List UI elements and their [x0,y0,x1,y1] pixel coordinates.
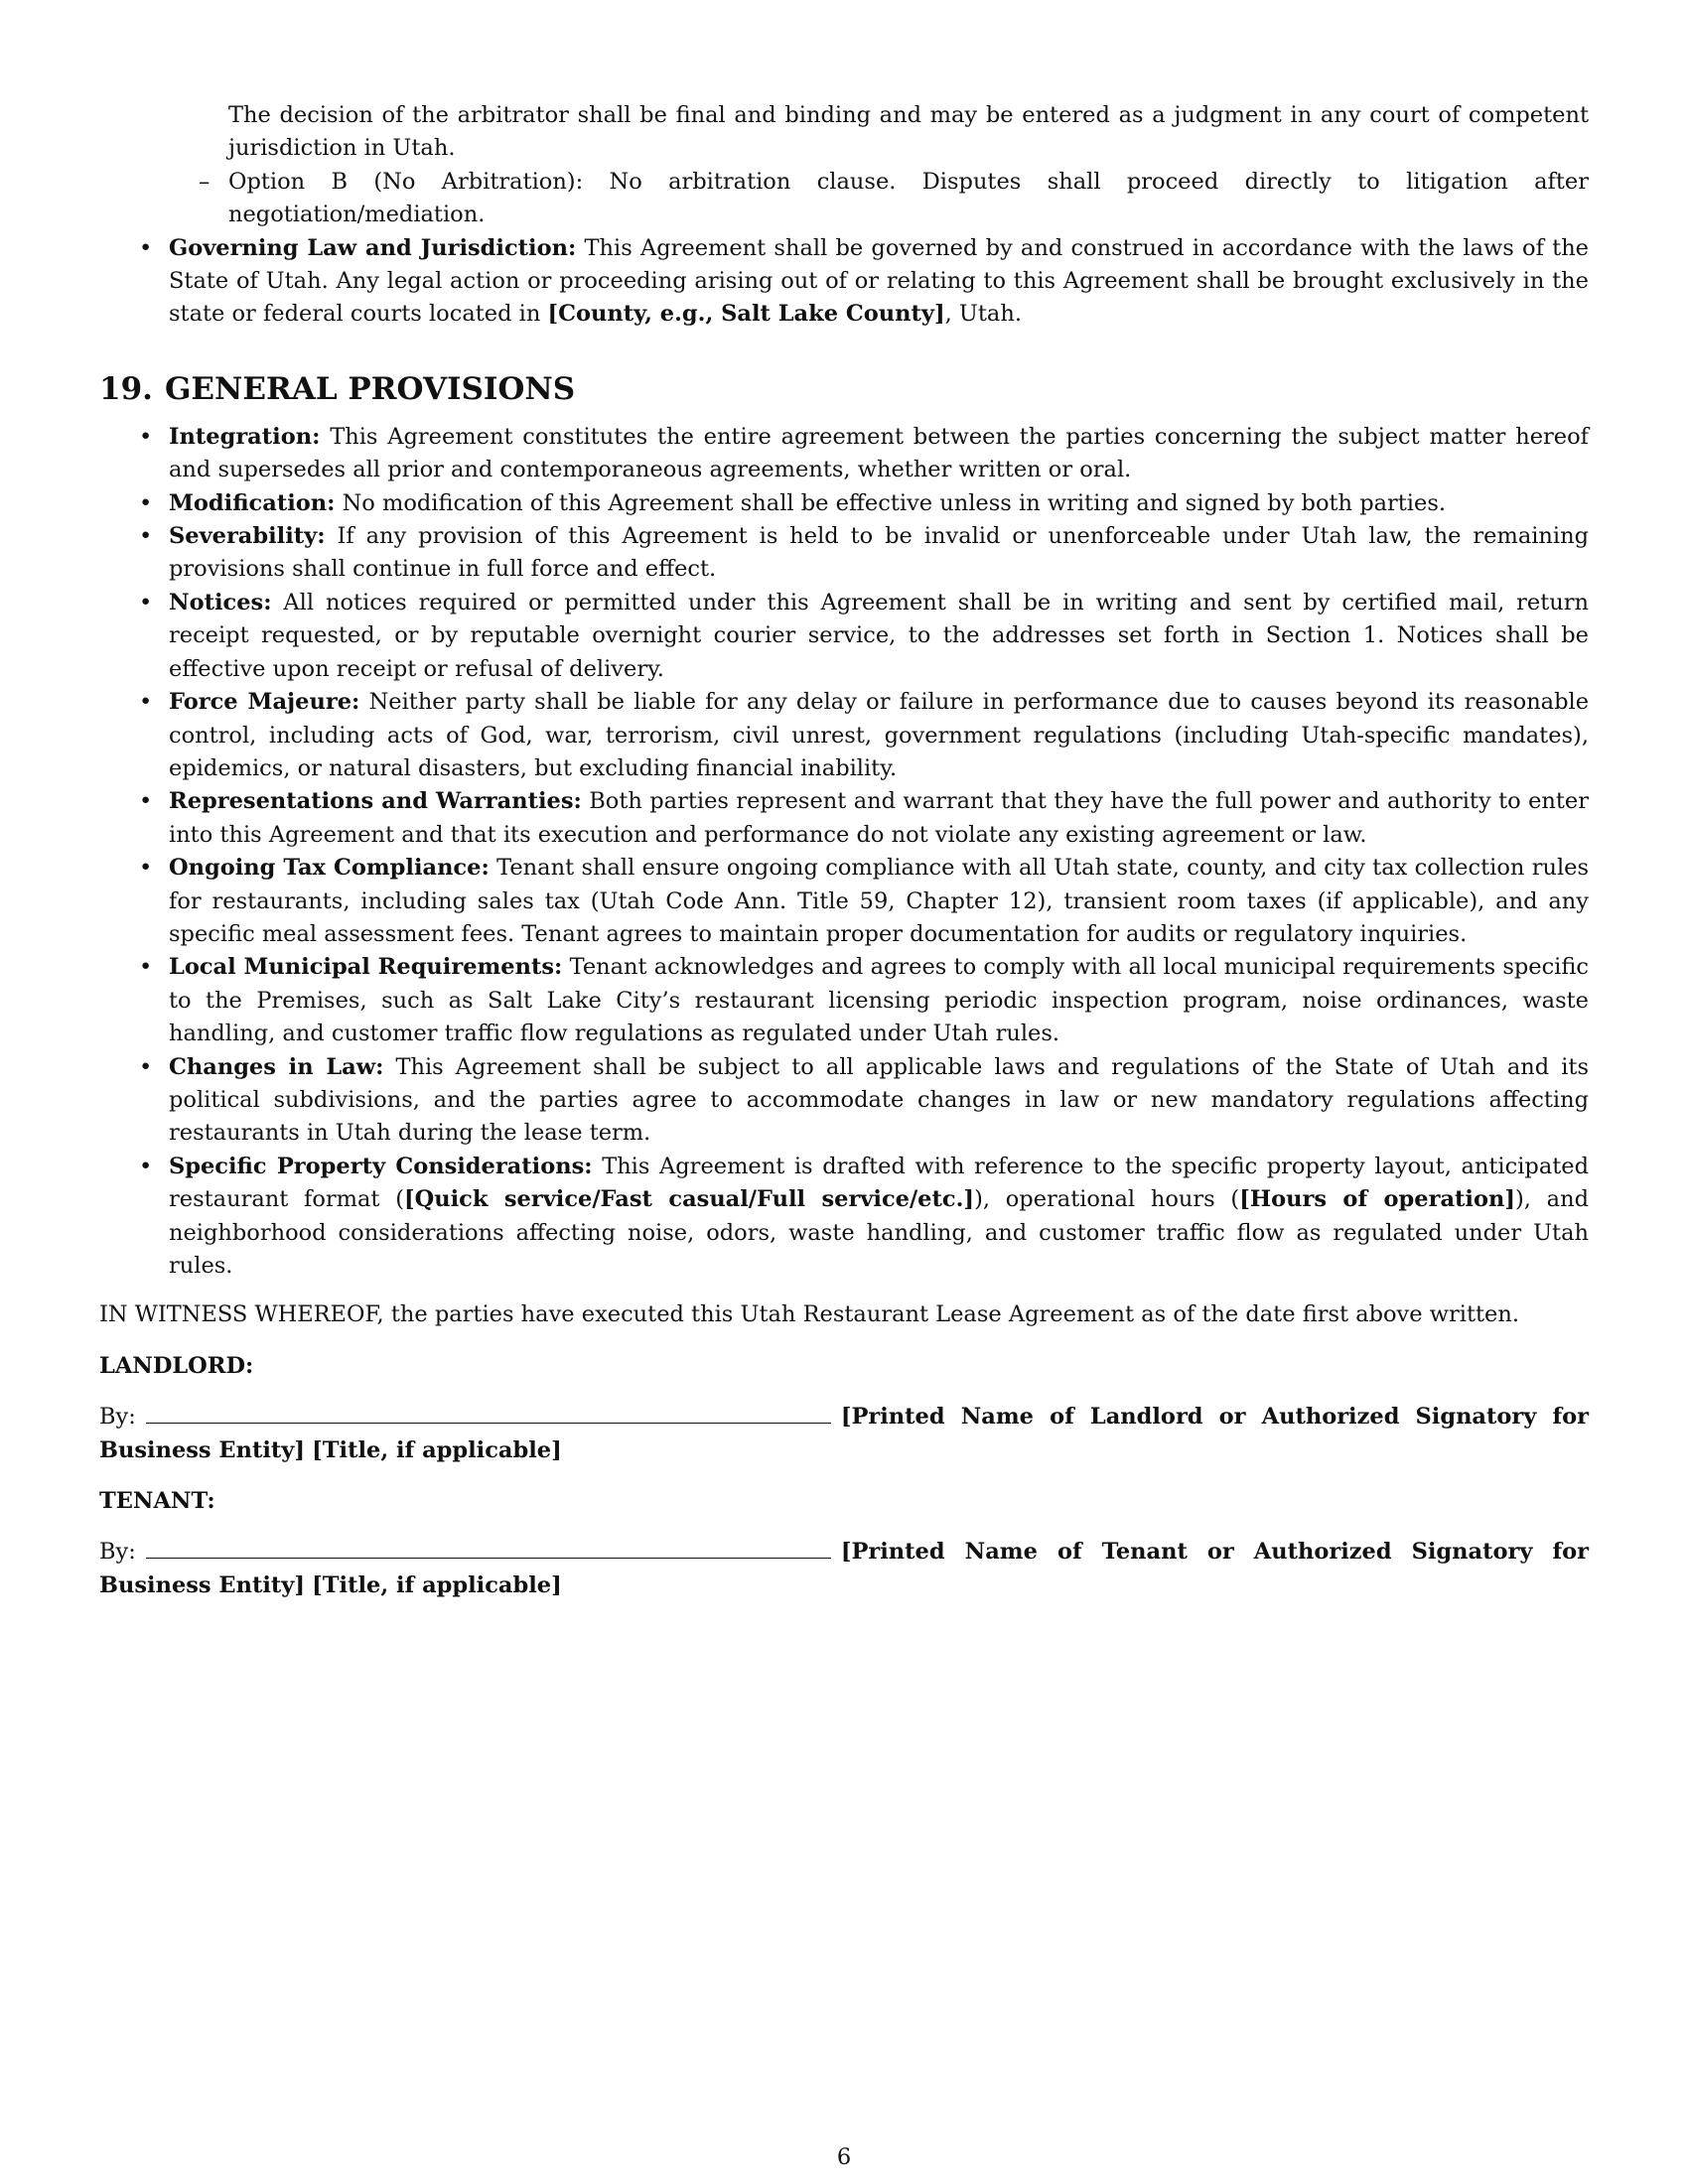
list-item [99,487,1589,520]
bullet-icon: • [139,589,153,615]
bullet-icon: • [139,489,153,516]
governing-list [99,232,1589,332]
section-number: 19. [99,370,153,407]
item-text: No modification of this Agreement shall be effective unless in writing and signed by both parties. [342,489,1447,516]
item-text: Tenant acknowledges and agrees to comply with all local municipal requirements specific to the Premises, such as Salt Lake City’s restaurant licensing periodic inspection program, noise ordinances, waste handling, and customer traffic flow regulations as regulated under Utah rules. [169,954,1589,1047]
tenant-heading: TENANT: [99,1488,215,1515]
item-text: ), operational hours ( [974,1186,1240,1213]
item-label: Integration: [169,423,321,450]
item-label: Modification: [169,489,336,516]
item-label: Changes in Law: [169,1053,384,1080]
bullet-icon: • [139,788,153,815]
item-text: If any provision of this Agreement is held to be invalid or unenforceable under Utah law, the remaining provisions shall continue in full force and effect. [169,523,1590,583]
document-page [99,99,1589,1602]
item-text: This Agreement is drafted with reference to the specific property layout, anticipated restaurant format ( [169,1153,1589,1213]
bullet-icon: • [139,954,153,981]
item-label: Ongoing Tax Compliance: [169,855,490,882]
item-text: This Agreement shall be governed by and construed in accordance with the laws of the State of Utah. Any legal action or proceeding arising out of or relating to this Agreement shall be brought exclusively in the state or federal courts located in [169,234,1590,328]
bullet-icon: • [139,1053,153,1080]
option-b-text: Option B (No Arbitration): No arbitration clause. Disputes shall proceed directly to litigation after negotiation/mediation. [228,168,1589,228]
list-item [99,686,1589,785]
item-label: Severability: [169,523,326,550]
list-item [99,421,1589,487]
section-title: GENERAL PROVISIONS [164,370,576,407]
tenant-title: [Title, if applicable] [312,1571,562,1598]
list-item [99,852,1589,951]
item-text: This Agreement shall be subject to all applicable laws and regulations of the State of Utah and its political subdivisions, and the parties agree to accommodate changes in law or new mandatory regulations affecting restaurants in Utah during the lease term. [169,1053,1589,1147]
landlord-title: [Title, if applicable] [312,1436,562,1463]
item-text: All notices required or permitted under this Agreement shall be in writing and sent by certified mail, return receipt requested, or by reputable overnight courier service, to the addresses set forth in Section 1. Notices shall be effective upon receipt or refusal of delivery. [169,589,1589,682]
section-heading [99,369,1589,409]
tenant-printed-name: [Printed Name of Tenant or Authorized Signatory for Business Entity] [99,1539,1589,1598]
bullet-icon: • [139,1153,153,1179]
bullet-icon: • [139,234,153,261]
item-text-end: , Utah. [944,301,1022,328]
item-label: Force Majeure: [169,689,360,716]
item-label: Specific Property Considerations: [169,1153,593,1179]
arbitration-continuation: The decision of the arbitrator shall be final and binding and may be entered as a judgment in any court of competent jurisdiction in Utah. [228,102,1589,162]
provisions-list [99,421,1589,1284]
list-item [99,785,1589,852]
landlord-signature-line[interactable] [146,1405,831,1424]
dash-marker: – [199,168,211,195]
landlord-printed-name: [Printed Name of Landlord or Authorized Signatory for Business Entity] [99,1404,1589,1463]
list-item [99,520,1589,587]
by-label: By: [99,1539,136,1566]
item-label: Local Municipal Requirements: [169,954,563,981]
item-text: Both parties represent and warrant that they have the full power and authority to enter into this Agreement and that its execution and performance do not violate any existing agreement or law. [169,788,1589,848]
witness-clause: IN WITNESS WHEREOF, the parties have executed this Utah Restaurant Lease Agreement as of the date first above written. [99,1301,1519,1328]
tenant-signature-block [99,1536,1589,1602]
landlord-signature-block [99,1401,1589,1467]
item-text: Tenant shall ensure ongoing compliance with all Utah state, county, and city tax collection rules for restaurants, including sales tax (Utah Code Ann. Title 59, Chapter 12), transient room taxes (if applicable), and any specific meal assessment fees. Tenant agrees to maintain proper documentation for audits or regulatory inquiries. [169,855,1589,947]
bullet-icon: • [139,855,153,882]
bullet-icon: • [139,423,153,450]
item-text: This Agreement constitutes the entire agreement between the parties concerning the subject matter hereof and supersedes all prior and contemporaneous agreements, whether written or oral. [169,423,1589,483]
item-label: Notices: [169,589,272,615]
county-placeholder: [County, e.g., Salt Lake County] [547,301,945,328]
item-text: Neither party shall be liable for any delay or failure in performance due to causes beyond its reasonable control, including acts of God, war, terrorism, civil unrest, government regulations (including Utah-specific mandates), epidemics, or natural disasters, but excluding financial inability. [169,689,1590,781]
hours-placeholder: [Hours of operation] [1239,1186,1515,1213]
item-label: Governing Law and Jurisdiction: [169,234,577,261]
format-placeholder: [Quick service/Fast casual/Full service/etc.] [403,1186,975,1213]
governing-law-item [99,232,1589,332]
by-label: By: [99,1404,136,1431]
landlord-heading: LANDLORD: [99,1352,254,1379]
item-label: Representations and Warranties: [169,788,582,815]
list-item [99,1051,1589,1151]
tenant-signature-line[interactable] [146,1540,831,1559]
list-item [99,587,1589,686]
bullet-icon: • [139,689,153,716]
bullet-icon: • [139,523,153,550]
item-text: ), and neighborhood considerations affecting noise, odors, waste handling, and customer traffic flow as regulated under Utah rules. [169,1186,1589,1279]
page-number: 6 [836,2144,852,2170]
list-item [99,951,1589,1050]
specific-property-item [99,1151,1589,1284]
option-b-item [199,166,1589,232]
